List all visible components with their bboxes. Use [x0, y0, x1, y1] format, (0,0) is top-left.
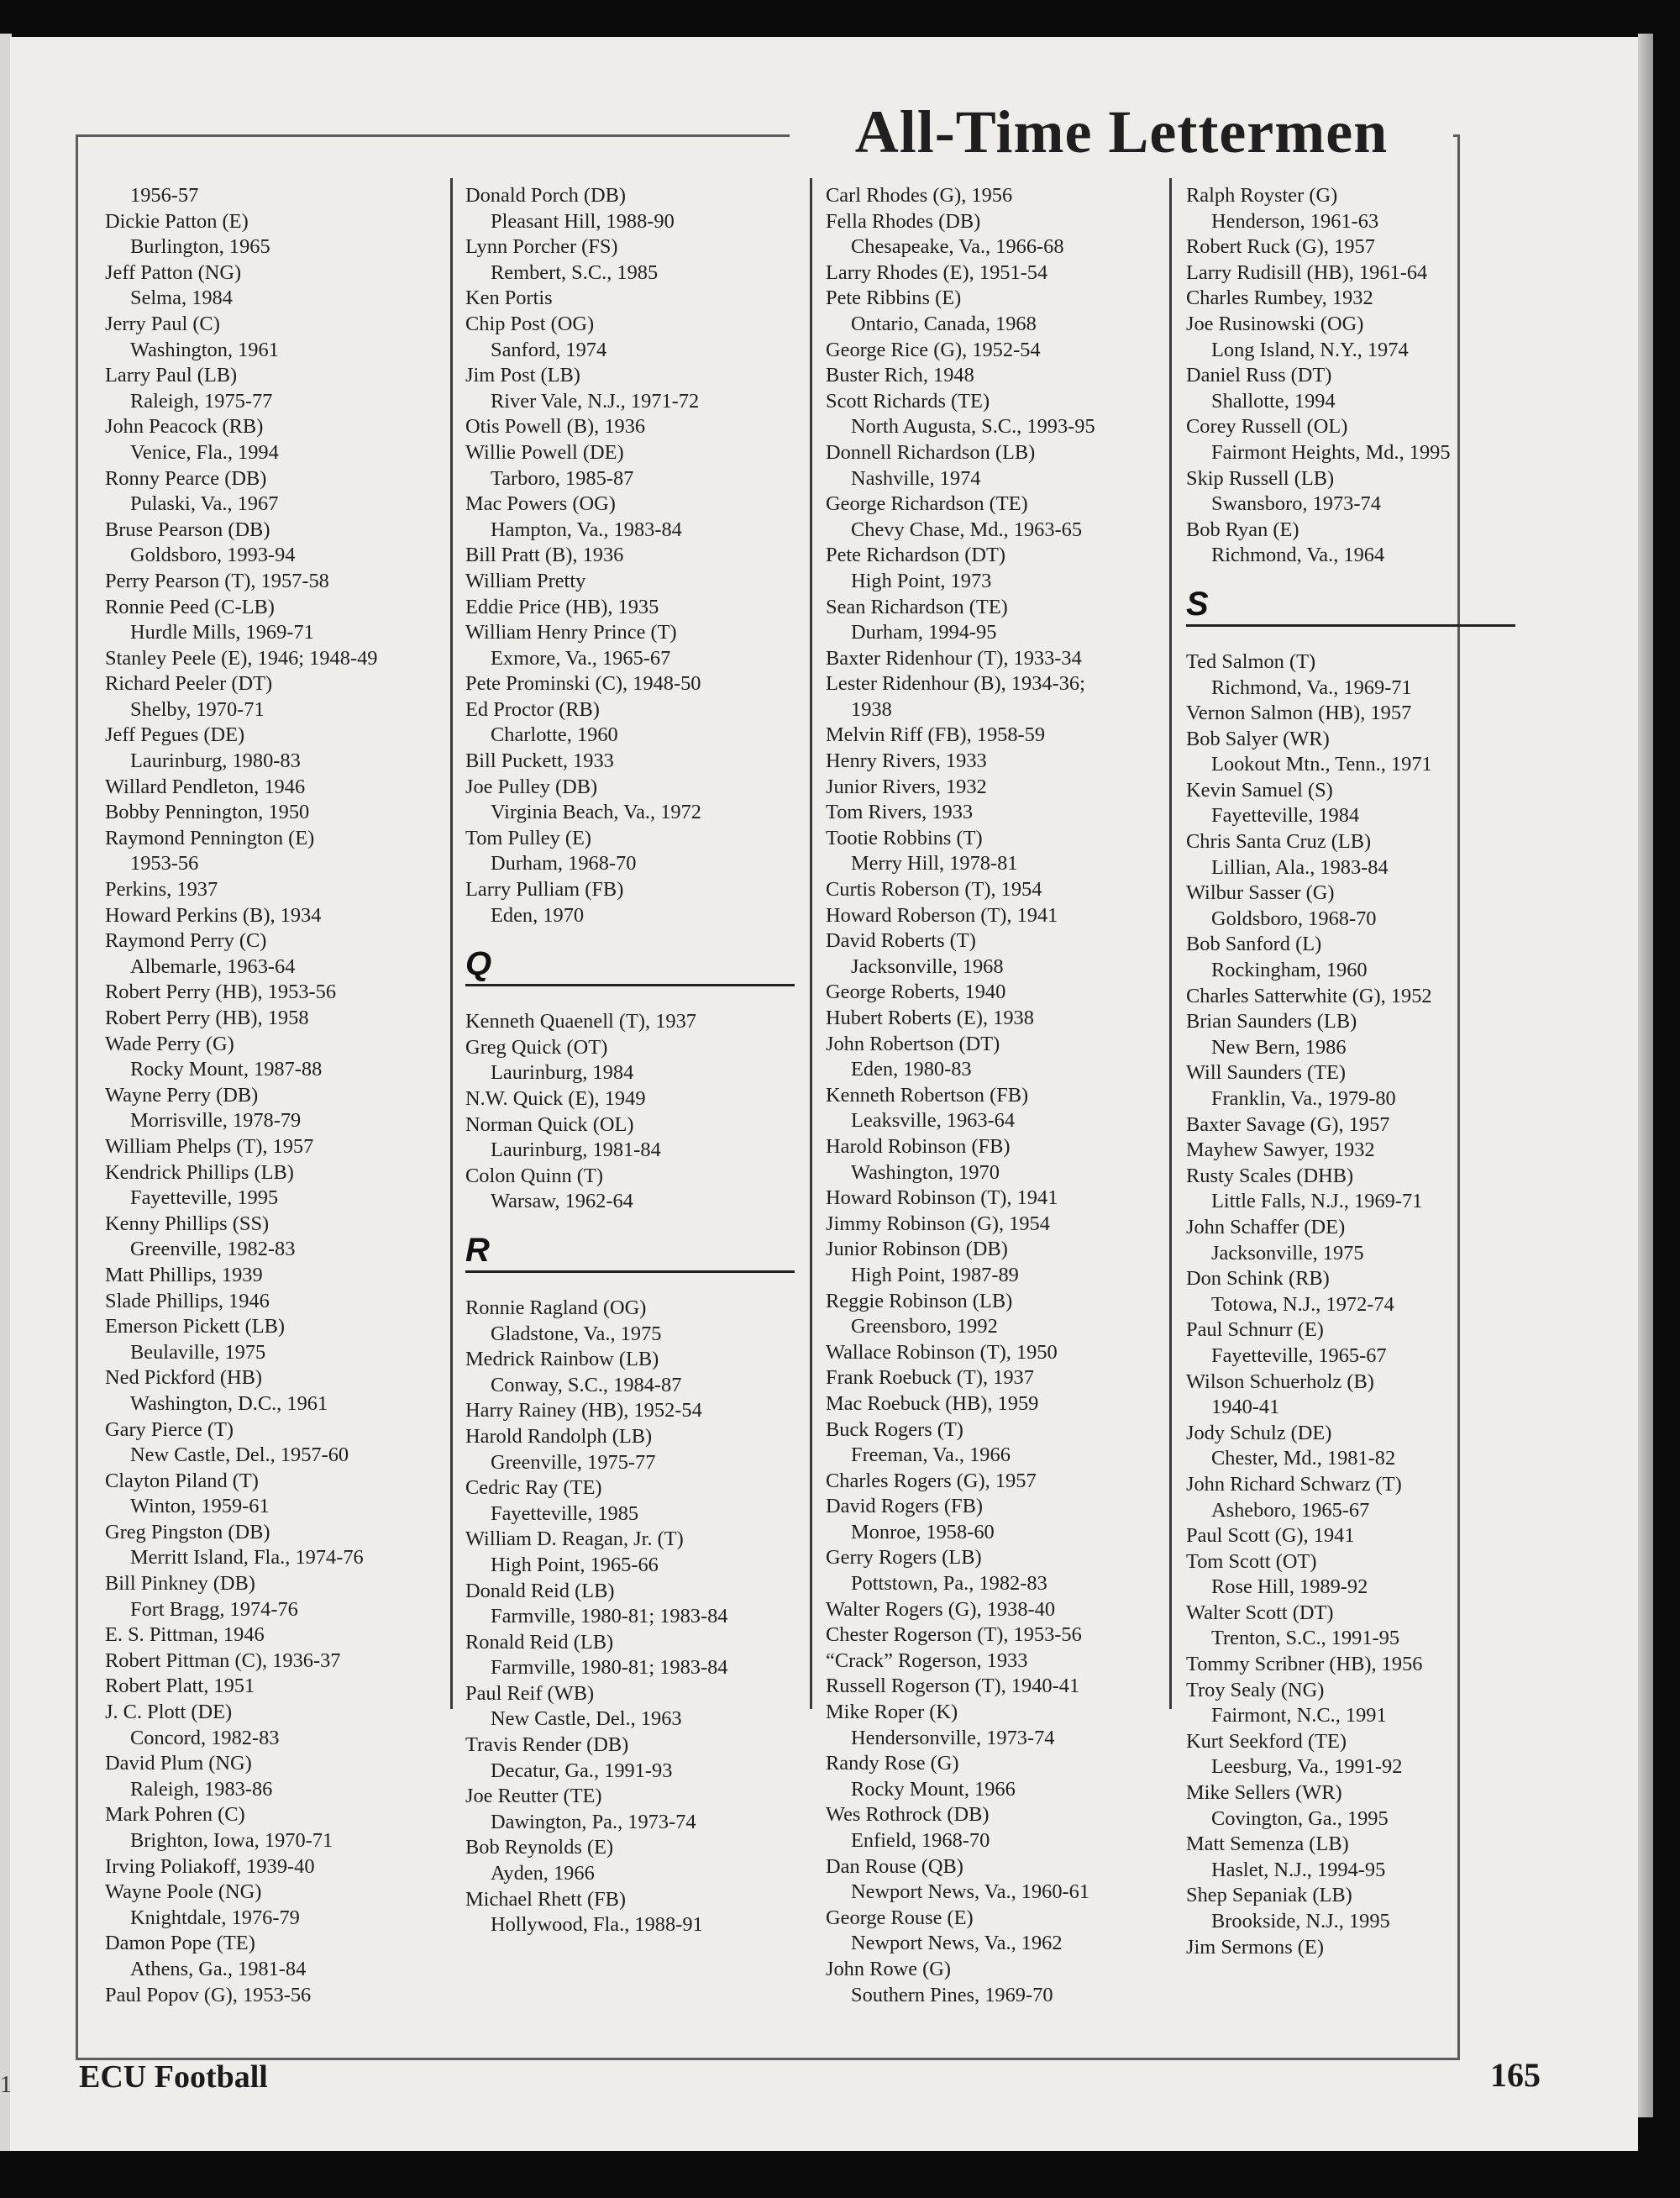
- letterman-name: David Roberts (T): [826, 929, 976, 953]
- letterman-name: Robert Perry (HB), 1958: [105, 1007, 309, 1029]
- publication-name: ECU Football: [79, 2059, 268, 2095]
- letterman-name: Troy Sealy (NG): [1186, 1678, 1325, 1701]
- letterman-name: Gary Pierce (T): [105, 1417, 234, 1441]
- letterman-detail: 1938: [851, 697, 892, 721]
- letterman-detail: Raleigh, 1983-86: [130, 1777, 273, 1801]
- letterman-detail: Rockingham, 1960: [1211, 959, 1368, 982]
- letterman-name: Jerry Paul (C): [105, 312, 220, 335]
- letterman-detail: Ayden, 1966: [491, 1862, 595, 1885]
- letterman-name: Joe Rusinowski (OG): [1186, 312, 1364, 335]
- letterman-detail: Covington, Ga., 1995: [1211, 1806, 1389, 1830]
- letterman-detail: Monroe, 1958-60: [851, 1520, 995, 1543]
- letterman-name: Harold Randolph (LB): [465, 1424, 653, 1448]
- letterman-detail: North Augusta, S.C., 1993-95: [851, 415, 1095, 439]
- letterman-detail: Enfield, 1968-70: [851, 1829, 990, 1852]
- letterman-name: Bill Pratt (B), 1936: [465, 544, 624, 567]
- letterman-name: Paul Reif (WB): [465, 1681, 595, 1705]
- letterman-name: Shep Sepaniak (LB): [1186, 1884, 1352, 1907]
- letterman-name: Larry Paul (LB): [105, 364, 238, 387]
- letterman-detail: Raleigh, 1975-77: [130, 389, 273, 413]
- letterman-name: Tom Pulley (E): [465, 826, 592, 849]
- letterman-detail: Jacksonville, 1968: [851, 954, 1004, 978]
- letterman-name: Richard Peeler (DT): [105, 672, 273, 696]
- letterman-name: Junior Rivers, 1932: [826, 775, 987, 798]
- letterman-name: Bob Salyer (WR): [1186, 727, 1330, 750]
- letterman-name: David Plum (NG): [105, 1752, 252, 1775]
- letterman-name: Ronald Reid (LB): [465, 1630, 614, 1654]
- letterman-name: George Rouse (E): [826, 1906, 974, 1929]
- letterman-name: Kurt Seekford (TE): [1186, 1729, 1347, 1753]
- letterman-name: Mark Pohren (C): [105, 1803, 245, 1827]
- letterman-detail: Pleasant Hill, 1988-90: [491, 209, 675, 233]
- letterman-name: Paul Scott (G), 1941: [1186, 1524, 1355, 1548]
- letterman-name: John Richard Schwarz (T): [1186, 1472, 1402, 1496]
- letterman-detail: Fayetteville, 1965-67: [1211, 1344, 1387, 1367]
- letterman-detail: Knightdale, 1976-79: [130, 1906, 300, 1929]
- letterman-name: Chester Rogerson (T), 1953-56: [826, 1623, 1082, 1647]
- letterman-name: Jeff Pegues (DE): [105, 723, 245, 747]
- letterman-name: Russell Rogerson (T), 1940-41: [826, 1675, 1080, 1698]
- letterman-detail: Hendersonville, 1973-74: [851, 1726, 1055, 1749]
- letterman-name: Kenneth Quaenell (T), 1937: [465, 1010, 696, 1033]
- letterman-name: Michael Rhett (FB): [465, 1887, 627, 1911]
- letterman-name: Howard Perkins (B), 1934: [105, 903, 322, 927]
- letterman-detail: Trenton, S.C., 1991-95: [1211, 1627, 1400, 1650]
- page-stack-edge: [1638, 34, 1653, 2117]
- letterman-name: Walter Rogers (G), 1938-40: [826, 1597, 1056, 1621]
- letterman-name: Colon Quinn (T): [465, 1164, 603, 1187]
- letterman-name: Dickie Patton (E): [105, 209, 249, 233]
- letterman-detail: 1940-41: [1211, 1396, 1280, 1419]
- letterman-name: Willard Pendleton, 1946: [105, 775, 306, 798]
- letterman-detail: Leesburg, Va., 1991-92: [1211, 1755, 1403, 1779]
- letterman-name: Daniel Russ (DT): [1186, 364, 1332, 387]
- letterman-detail: Washington, D.C., 1961: [130, 1391, 328, 1415]
- letterman-name: Brian Saunders (LB): [1186, 1010, 1357, 1033]
- letterman-detail: Greenville, 1982-83: [130, 1238, 296, 1261]
- letterman-detail: Fort Bragg, 1974-76: [130, 1597, 298, 1621]
- letterman-name: Medrick Rainbow (LB): [465, 1348, 659, 1371]
- letterman-name: Pete Prominski (C), 1948-50: [465, 672, 701, 696]
- section-rule: [1186, 624, 1515, 627]
- letterman-detail: Rembert, S.C., 1985: [491, 260, 659, 284]
- letterman-name: Jimmy Robinson (G), 1954: [826, 1212, 1050, 1235]
- letterman-detail: Venice, Fla., 1994: [130, 440, 279, 464]
- letterman-name: Junior Robinson (DB): [826, 1238, 1008, 1261]
- letterman-detail: Rocky Mount, 1966: [851, 1777, 1016, 1801]
- letterman-detail: Fayetteville, 1995: [130, 1186, 279, 1210]
- letterman-detail: Leaksville, 1963-64: [851, 1109, 1016, 1133]
- letterman-name: Tom Scott (OT): [1186, 1549, 1317, 1573]
- letterman-name: Don Schink (RB): [1186, 1267, 1330, 1291]
- letterman-name: Donald Reid (LB): [465, 1579, 615, 1602]
- letterman-detail: Durham, 1968-70: [491, 852, 637, 876]
- letterman-detail: Selma, 1984: [130, 287, 233, 310]
- letterman-name: Bobby Pennington, 1950: [105, 801, 310, 824]
- letterman-name: William D. Reagan, Jr. (T): [465, 1528, 684, 1551]
- letterman-name: Bob Ryan (E): [1186, 518, 1299, 541]
- letterman-detail: Little Falls, N.J., 1969-71: [1211, 1190, 1423, 1213]
- letterman-name: Mike Sellers (WR): [1186, 1781, 1342, 1805]
- letterman-name: Mayhew Sawyer, 1932: [1186, 1138, 1375, 1162]
- letterman-detail: Athens, Ga., 1981-84: [130, 1957, 307, 1980]
- letterman-detail: Washington, 1961: [130, 338, 279, 361]
- letterman-name: Wade Perry (G): [105, 1032, 234, 1055]
- letterman-name: Frank Roebuck (T), 1937: [826, 1366, 1034, 1390]
- letterman-name: Charles Rogers (G), 1957: [826, 1469, 1037, 1492]
- page-title: All-Time Lettermen: [790, 99, 1453, 165]
- letterman-detail: Merritt Island, Fla., 1974-76: [130, 1546, 364, 1570]
- letterman-name: Jim Post (LB): [465, 364, 580, 387]
- section-letter: Q: [465, 945, 492, 983]
- letterman-detail: Chesapeake, Va., 1966-68: [851, 235, 1064, 259]
- letterman-detail: Merry Hill, 1978-81: [851, 852, 1018, 876]
- letterman-name: Larry Rhodes (E), 1951-54: [826, 260, 1048, 284]
- letterman-detail: Durham, 1994-95: [851, 621, 997, 644]
- section-letter: R: [465, 1231, 490, 1269]
- letterman-name: Ronny Pearce (DB): [105, 466, 267, 490]
- letterman-name: Curtis Roberson (T), 1954: [826, 878, 1042, 902]
- letterman-name: Lester Ridenhour (B), 1934-36;: [826, 672, 1085, 696]
- letterman-detail: Morrisville, 1978-79: [130, 1109, 302, 1133]
- letterman-name: Mac Roebuck (HB), 1959: [826, 1391, 1039, 1415]
- letterman-name: Melvin Riff (FB), 1958-59: [826, 723, 1046, 747]
- letterman-name: Kendrick Phillips (LB): [105, 1160, 294, 1184]
- letterman-name: Clayton Piland (T): [105, 1469, 259, 1492]
- letterman-name: Larry Rudisill (HB), 1961-64: [1186, 260, 1428, 284]
- letterman-name: Paul Popov (G), 1953-56: [105, 1983, 312, 2006]
- letterman-detail: Sanford, 1974: [491, 338, 607, 361]
- letterman-name: Randy Rose (G): [826, 1752, 959, 1775]
- letterman-name: Kevin Samuel (S): [1186, 778, 1333, 802]
- letterman-detail: Lillian, Ala., 1983-84: [1211, 855, 1389, 879]
- letterman-detail: Chester, Md., 1981-82: [1211, 1447, 1396, 1470]
- letterman-detail: Virginia Beach, Va., 1972: [491, 801, 701, 824]
- letterman-name: Greg Quick (OT): [465, 1035, 608, 1059]
- letterman-name: Mike Roper (K): [826, 1701, 958, 1724]
- letterman-name: Norman Quick (OL): [465, 1112, 634, 1136]
- letterman-detail: Nashville, 1974: [851, 466, 981, 490]
- letterman-name: Ken Portis: [465, 287, 553, 310]
- letterman-name: Robert Pittman (C), 1936-37: [105, 1648, 341, 1672]
- letterman-detail: Conway, S.C., 1984-87: [491, 1373, 682, 1396]
- letterman-detail: Southern Pines, 1969-70: [851, 1983, 1053, 2006]
- letterman-name: Joe Reutter (TE): [465, 1785, 602, 1808]
- roster-column-2: [465, 183, 795, 1938]
- letterman-name: Tootie Robbins (T): [826, 826, 983, 849]
- column-divider: [1169, 178, 1172, 1709]
- letterman-name: Carl Rhodes (G), 1956: [826, 184, 1013, 207]
- letterman-name: Tommy Scribner (HB), 1956: [1186, 1653, 1423, 1676]
- letterman-detail: Shelby, 1970-71: [130, 697, 265, 721]
- letterman-name: John Peacock (RB): [105, 415, 264, 439]
- letterman-name: Henry Rivers, 1933: [826, 749, 987, 773]
- letterman-name: Ralph Royster (G): [1186, 184, 1338, 207]
- letterman-detail: Richmond, Va., 1964: [1211, 544, 1385, 567]
- column-divider: [810, 178, 812, 1709]
- letterman-detail: Laurinburg, 1984: [491, 1061, 634, 1085]
- letterman-name: Baxter Ridenhour (T), 1933-34: [826, 646, 1082, 670]
- letterman-name: George Rice (G), 1952-54: [826, 338, 1041, 361]
- letterman-name: Raymond Pennington (E): [105, 826, 315, 849]
- letterman-detail: Jacksonville, 1975: [1211, 1241, 1364, 1265]
- letterman-name: Will Saunders (TE): [1186, 1061, 1347, 1085]
- letterman-detail: Newport News, Va., 1962: [851, 1932, 1063, 1955]
- letterman-name: Skip Russell (LB): [1186, 466, 1335, 490]
- section-header: [465, 1215, 795, 1296]
- letterman-name: Mac Powers (OG): [465, 492, 616, 516]
- letterman-name: Emerson Pickett (LB): [105, 1315, 286, 1338]
- letterman-name: Ned Pickford (HB): [105, 1366, 262, 1390]
- roster-column-4: [1186, 183, 1515, 1960]
- letterman-detail: Swansboro, 1973-74: [1211, 492, 1381, 516]
- letterman-detail: Beulaville, 1975: [130, 1340, 266, 1364]
- letterman-detail: Richmond, Va., 1969-71: [1211, 676, 1412, 699]
- letterman-name: John Robertson (DT): [826, 1032, 1000, 1055]
- letterman-name: Harry Rainey (HB), 1952-54: [465, 1399, 702, 1422]
- letterman-detail: Goldsboro, 1968-70: [1211, 907, 1377, 930]
- letterman-name: Harold Robinson (FB): [826, 1134, 1011, 1158]
- letterman-name: Gerry Rogers (LB): [826, 1546, 982, 1570]
- letterman-name: Paul Schnurr (E): [1186, 1318, 1324, 1342]
- letterman-name: Chris Santa Cruz (LB): [1186, 830, 1372, 854]
- letterman-detail: Goldsboro, 1993-94: [130, 544, 296, 567]
- letterman-detail: Warsaw, 1962-64: [491, 1190, 633, 1213]
- letterman-name: Donald Porch (DB): [465, 184, 627, 207]
- letterman-name: Ted Salmon (T): [1186, 649, 1316, 673]
- letterman-name: Larry Pulliam (FB): [465, 878, 624, 902]
- letterman-detail: Freeman, Va., 1966: [851, 1443, 1011, 1467]
- letterman-detail: Fairmont Heights, Md., 1995: [1211, 440, 1451, 464]
- letterman-name: Cedric Ray (TE): [465, 1476, 602, 1500]
- letterman-name: Baxter Savage (G), 1957: [1186, 1112, 1390, 1136]
- letterman-name: Vernon Salmon (HB), 1957: [1186, 702, 1412, 725]
- letterman-detail: Dawington, Pa., 1973-74: [491, 1810, 696, 1833]
- letterman-detail: River Vale, N.J., 1971-72: [491, 389, 700, 413]
- letterman-name: Matt Semenza (LB): [1186, 1833, 1349, 1856]
- letterman-name: John Schaffer (DE): [1186, 1215, 1346, 1238]
- letterman-name: Sean Richardson (TE): [826, 595, 1008, 618]
- letterman-detail: Newport News, Va., 1960-61: [851, 1880, 1090, 1904]
- letterman-name: Jim Sermons (E): [1186, 1935, 1324, 1959]
- letterman-detail: Winton, 1959-61: [130, 1495, 270, 1518]
- letterman-name: Robert Ruck (G), 1957: [1186, 235, 1375, 259]
- letterman-name: Bob Sanford (L): [1186, 933, 1322, 956]
- letterman-detail: Eden, 1980-83: [851, 1058, 972, 1081]
- letterman-detail: Farmville, 1980-81; 1983-84: [491, 1605, 728, 1628]
- letterman-name: E. S. Pittman, 1946: [105, 1623, 265, 1647]
- letterman-detail: Lookout Mtn., Tenn., 1971: [1211, 753, 1432, 776]
- letterman-name: Reggie Robinson (LB): [826, 1289, 1013, 1312]
- letterman-name: John Rowe (G): [826, 1957, 952, 1980]
- letterman-name: Kenny Phillips (SS): [105, 1212, 270, 1235]
- letterman-detail: Concord, 1982-83: [130, 1726, 280, 1749]
- letterman-name: Charles Satterwhite (G), 1952: [1186, 984, 1432, 1007]
- letterman-detail: Hampton, Va., 1983-84: [491, 518, 682, 541]
- section-letter: S: [1186, 585, 1209, 623]
- letterman-name: Perry Pearson (T), 1957-58: [105, 569, 329, 592]
- letterman-name: Bill Puckett, 1933: [465, 749, 614, 773]
- letterman-name: William Pretty: [465, 569, 586, 592]
- letterman-name: Perkins, 1937: [105, 878, 218, 902]
- letterman-name: Bill Pinkney (DB): [105, 1572, 255, 1596]
- letterman-name: Pete Ribbins (E): [826, 287, 962, 310]
- letterman-detail: New Castle, Del., 1957-60: [130, 1443, 349, 1467]
- letterman-name: Jody Schulz (DE): [1186, 1421, 1332, 1444]
- letterman-detail: 1953-56: [130, 852, 199, 876]
- letterman-name: Joe Pulley (DB): [465, 775, 598, 798]
- adjacent-page-glyph: 1: [0, 2072, 12, 2098]
- letterman-name: Slade Phillips, 1946: [105, 1289, 270, 1312]
- column-divider: [450, 178, 453, 1709]
- letterman-name: Ronnie Ragland (OG): [465, 1296, 647, 1319]
- letterman-detail: Gladstone, Va., 1975: [491, 1322, 662, 1345]
- letterman-detail: Pottstown, Pa., 1982-83: [851, 1572, 1047, 1596]
- section-header: [465, 928, 795, 1009]
- letterman-name: Chip Post (OG): [465, 312, 595, 335]
- letterman-detail: Albemarle, 1963-64: [130, 954, 296, 978]
- section-rule: [465, 984, 795, 986]
- letterman-name: Howard Roberson (T), 1941: [826, 903, 1058, 927]
- roster-column-3: [826, 183, 1162, 2008]
- letterman-name: Wallace Robinson (T), 1950: [826, 1340, 1058, 1364]
- letterman-detail: Laurinburg, 1981-84: [491, 1138, 661, 1162]
- letterman-detail: Farmville, 1980-81; 1983-84: [491, 1656, 728, 1680]
- letterman-name: Irving Poliakoff, 1939-40: [105, 1854, 315, 1878]
- section-header: [1186, 569, 1515, 649]
- letterman-name: Corey Russell (OL): [1186, 415, 1348, 439]
- letterman-detail: Haslet, N.J., 1994-95: [1211, 1858, 1386, 1881]
- letterman-name: Raymond Perry (C): [105, 929, 267, 953]
- letterman-name: George Richardson (TE): [826, 492, 1028, 516]
- letterman-detail: Greenville, 1975-77: [491, 1450, 656, 1474]
- letterman-detail: Pulaski, Va., 1967: [130, 492, 279, 516]
- letterman-name: Travis Render (DB): [465, 1733, 629, 1757]
- letterman-detail: Brighton, Iowa, 1970-71: [130, 1829, 333, 1852]
- letterman-detail: High Point, 1987-89: [851, 1263, 1019, 1286]
- letterman-detail: Greensboro, 1992: [851, 1315, 998, 1338]
- letterman-name: Wayne Perry (DB): [105, 1083, 259, 1107]
- letterman-detail: High Point, 1973: [851, 569, 992, 592]
- letterman-name: N.W. Quick (E), 1949: [465, 1087, 646, 1110]
- letterman-detail: Long Island, N.Y., 1974: [1211, 338, 1409, 361]
- letterman-detail: Rocky Mount, 1987-88: [130, 1058, 323, 1081]
- letterman-detail: Chevy Chase, Md., 1963-65: [851, 518, 1083, 541]
- letterman-name: Wayne Poole (NG): [105, 1880, 262, 1904]
- letterman-detail: Shallotte, 1994: [1211, 389, 1336, 413]
- letterman-detail: Henderson, 1961-63: [1211, 209, 1379, 233]
- letterman-name: “Crack” Rogerson, 1933: [826, 1648, 1028, 1672]
- letterman-name: Greg Pingston (DB): [105, 1520, 270, 1543]
- letterman-name: Hubert Roberts (E), 1938: [826, 1007, 1034, 1029]
- letterman-detail: Brookside, N.J., 1995: [1211, 1910, 1390, 1932]
- letterman-name: Otis Powell (B), 1936: [465, 415, 646, 439]
- letterman-name: William Phelps (T), 1957: [105, 1134, 314, 1158]
- letterman-detail: Rose Hill, 1989-92: [1211, 1575, 1368, 1599]
- letterman-detail: Laurinburg, 1980-83: [130, 749, 301, 773]
- letterman-name: Ed Proctor (RB): [465, 697, 600, 721]
- letterman-detail: Asheboro, 1965-67: [1211, 1498, 1370, 1522]
- letterman-detail: Exmore, Va., 1965-67: [491, 646, 671, 670]
- letterman-name: Jeff Patton (NG): [105, 260, 242, 284]
- letterman-name: Wilson Schuerholz (B): [1186, 1370, 1374, 1393]
- letterman-detail: High Point, 1965-66: [491, 1553, 659, 1576]
- letterman-name: Dan Rouse (QB): [826, 1854, 963, 1878]
- letterman-name: Fella Rhodes (DB): [826, 209, 981, 233]
- letterman-name: Rusty Scales (DHB): [1186, 1164, 1354, 1187]
- letterman-name: Wes Rothrock (DB): [826, 1803, 990, 1827]
- letterman-name: Tom Rivers, 1933: [826, 801, 974, 824]
- letterman-name: Damon Pope (TE): [105, 1932, 255, 1955]
- letterman-name: Lynn Porcher (FS): [465, 235, 618, 259]
- letterman-detail: Washington, 1970: [851, 1160, 1000, 1184]
- section-rule: [465, 1270, 795, 1273]
- letterman-detail: Fayetteville, 1985: [491, 1501, 639, 1525]
- letterman-name: Stanley Peele (E), 1946; 1948-49: [105, 646, 378, 670]
- letterman-name: William Henry Prince (T): [465, 621, 677, 644]
- letterman-detail: Eden, 1970: [491, 903, 585, 927]
- letterman-detail: Fairmont, N.C., 1991: [1211, 1704, 1387, 1727]
- letterman-name: Matt Phillips, 1939: [105, 1263, 263, 1286]
- letterman-name: Bruse Pearson (DB): [105, 518, 270, 541]
- letterman-name: Donnell Richardson (LB): [826, 440, 1036, 464]
- letterman-name: Howard Robinson (T), 1941: [826, 1186, 1058, 1210]
- letterman-name: Buck Rogers (T): [826, 1417, 963, 1441]
- letterman-detail: New Castle, Del., 1963: [491, 1707, 682, 1731]
- letterman-name: Scott Richards (TE): [826, 389, 990, 413]
- letterman-detail: New Bern, 1986: [1211, 1035, 1347, 1059]
- letterman-detail: Hurdle Mills, 1969-71: [130, 621, 314, 644]
- letterman-detail: Fayetteville, 1984: [1211, 804, 1360, 828]
- letterman-name: Robert Platt, 1951: [105, 1675, 255, 1698]
- letterman-name: Bob Reynolds (E): [465, 1836, 614, 1859]
- letterman-name: Pete Richardson (DT): [826, 544, 1006, 567]
- letterman-name: Buster Rich, 1948: [826, 364, 974, 387]
- letterman-detail: 1956-57: [130, 184, 199, 207]
- letterman-name: Kenneth Robertson (FB): [826, 1083, 1029, 1107]
- page-number: 165: [1490, 2056, 1541, 2094]
- letterman-name: Eddie Price (HB), 1935: [465, 595, 659, 618]
- letterman-detail: Hollywood, Fla., 1988-91: [491, 1913, 703, 1937]
- letterman-name: David Rogers (FB): [826, 1495, 983, 1518]
- letterman-name: Willie Powell (DE): [465, 440, 624, 464]
- letterman-detail: Totowa, N.J., 1972-74: [1211, 1292, 1394, 1316]
- letterman-detail: Charlotte, 1960: [491, 723, 618, 747]
- letterman-name: J. C. Plott (DE): [105, 1701, 233, 1724]
- letterman-detail: Tarboro, 1985-87: [491, 466, 634, 490]
- letterman-name: Robert Perry (HB), 1953-56: [105, 981, 337, 1004]
- roster-column-1: [105, 183, 441, 2008]
- letterman-detail: Ontario, Canada, 1968: [851, 312, 1037, 335]
- letterman-name: Walter Scott (DT): [1186, 1601, 1334, 1624]
- letterman-name: George Roberts, 1940: [826, 981, 1006, 1004]
- letterman-name: Wilbur Sasser (G): [1186, 881, 1335, 905]
- letterman-detail: Franklin, Va., 1979-80: [1211, 1087, 1396, 1110]
- letterman-name: Charles Rumbey, 1932: [1186, 287, 1373, 310]
- letterman-name: Ronnie Peed (C-LB): [105, 595, 275, 618]
- letterman-detail: Decatur, Ga., 1991-93: [491, 1759, 673, 1782]
- letterman-detail: Burlington, 1965: [130, 235, 270, 259]
